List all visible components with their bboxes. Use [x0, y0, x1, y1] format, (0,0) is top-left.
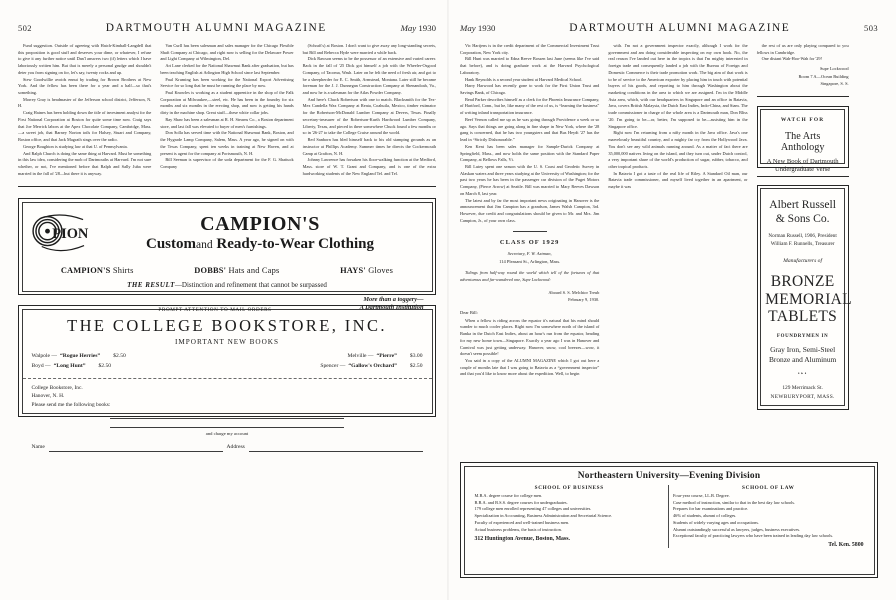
letter-signoff: [757, 65, 849, 87]
campion-result-label: THE RESULT: [127, 280, 175, 289]
book-title: “Gallow's Orchard”: [348, 362, 397, 369]
book-price: $2.50: [98, 362, 112, 369]
paragraph: Paul Kruming has been working for the National Export Advertising Service for so long that he must be running the place by now.: [160, 76, 294, 89]
running-head-left: [18, 22, 436, 34]
book-title: “Pierre”: [376, 353, 397, 360]
class-standfirst: Tidings from half-way round the world which tell of the fortunes of that adventurous and far-wandered one, Supe Lockwood:: [460, 270, 600, 283]
class-heading: [460, 231, 599, 265]
order-form-addressee-2: Hanover, N. H.: [31, 393, 65, 400]
letter-salutation: Dear Bill:: [460, 309, 478, 315]
arts-watch-for-label: WATCH FOR: [780, 117, 825, 124]
class-heading-title: CLASS OF 1929: [499, 239, 560, 247]
book-price: $2.50: [113, 353, 126, 360]
order-form-address-input[interactable]: [249, 444, 423, 452]
page-right: [448, 0, 896, 600]
letter-dateline: [460, 289, 599, 304]
signoff-name: Supe Lockwood: [819, 66, 849, 72]
albert-russell-advertisement[interactable]: [757, 185, 852, 410]
issue-year-left: 1930: [418, 23, 436, 33]
brand-item: [61, 266, 134, 275]
signoff-room: Room 7 A—Ocean Building: [798, 73, 849, 79]
paragraph: (Schraft's) at Boston. I don't want to give away any long-standing secrets, but Bill and Rebecca Hyde were married a while back.: [302, 43, 436, 55]
order-form-book-line-2[interactable]: [110, 426, 345, 428]
school-of-business-heading: SCHOOL OF BUSINESS: [534, 484, 604, 491]
campion-sub-trail: Ready-to-Wear Clothing: [216, 236, 374, 253]
campion-advertisement[interactable]: [18, 198, 436, 313]
brand-owner: CAMPION'S: [60, 265, 111, 275]
campion-sub-and: and: [196, 239, 213, 252]
paragraph: Hank Reynolds is a second year student at Harvard Medical School.: [465, 76, 583, 82]
law-feature: Case method of instruction, similar to that in the best day law schools.: [673, 499, 796, 505]
brand-owner: DOBBS': [194, 265, 227, 275]
issue-year-right: 1930: [477, 23, 496, 33]
paragraph: Beef Vernon called me up as he was going through Providence a week or so ago. Says that things are going along in fine shape in New York, where the '28 gang is concerned, that he has two youngsters and that Bus Heydt '27 has the lead in “Strictly Dishonorable.”: [460, 116, 600, 143]
class-secretary-address: 114 Pleasant St., Arlington, Mass.: [499, 259, 561, 265]
issue-date-right: [460, 23, 495, 33]
russell-product-3: TABLETS: [768, 307, 838, 325]
paragraph: Van Curll has been salesman and sales manager for the Chicago Flexible Shaft Company at Chicago, and right now is selling for the Delaware Power and Light Company at Wilmington, Del.: [160, 43, 294, 62]
paragraph: The latest and by far the most important news originating in Hanover is the announcement that Jim Campion has a grandson, James Walsh Campion, 3rd. However, due credit and congratulations should be given to Mr. and Mrs. Jim Campion, Jr., of your own class.: [460, 197, 600, 223]
arts-title: The Arts Anthology: [780, 130, 825, 153]
book-author: Walpole —: [31, 353, 57, 360]
campion-result-text: —Distinction and refinement that cannot be surpassed: [174, 280, 327, 289]
paragraph: George Boughton is studying law at that U. of Pennsylvania.: [23, 143, 128, 149]
russell-city: NEWBURYPORT, MASS.: [770, 393, 835, 400]
law-feature: Alumni outstandingly successful as lawyers, judges, business executives.: [673, 526, 801, 532]
law-feature: 46% of students, alumni of colleges.: [673, 513, 737, 519]
paragraph: Morrey Gray is headmaster of the Jefferson school district, Jefferson, N. H.: [18, 96, 152, 109]
running-head-right: [460, 22, 878, 34]
order-form-name-label: Name: [31, 443, 45, 450]
issue-month-right: May: [460, 23, 476, 33]
paragraph: Johnny Lawrence has forsaken his floor-walking function at the Medford, Mass. store of W. T. Grant and Company, and is one of the extra hardworking students of the New England Tel. and Tel.: [302, 157, 436, 176]
paragraph: Bill Hunt was married to Edna Reeve Bossen last June (seems like I've said that before), and is doing graduate work at the Harvard Psychological Laboratory.: [460, 56, 600, 75]
campion-tagline-2: A Dartmouth Institution: [359, 304, 424, 312]
northeastern-title: Northeastern University—Evening Division: [577, 470, 761, 481]
class-secretary: Secretary, F. W. Axtman,: [507, 251, 552, 257]
paragraph: Craig Haines has been holding down the title of investment analyst for the First National Corporation at Boston for quite some time now. Craig says that Joe Merrick labors at the Apex Chocolate Company, Cambridge, Mass.—a sweet job, that Barney Norton toils for Halsey, Stuart and Company, Boston office, and that Jack Magrath sings over the radio.: [18, 110, 152, 143]
paragraph: Bill Lutey spent one season with the U. S. Coast and Geodetic Survey in Alaskan waters and three years studying at the University of Washington; for the past two years he has been in the passenger car division of the Puget Motors Company, (Pierce Arrow) at Seattle. Bill was married to Mary Reeves Dawson on March 8, last year.: [460, 163, 600, 196]
body-columns-right: [460, 43, 878, 410]
svg-text:PION: PION: [51, 225, 88, 242]
paragraph: Vic Hartjens is in the credit department of the Commercial Investment Trust Corporation, New York city.: [460, 43, 600, 55]
northeastern-university-advertisement[interactable]: [460, 462, 878, 578]
paragraph: Right now I'm returning from a nifty month in the Java office. Java's one marvelously beautiful country, and a mighty far cry from the Hollywood Java. You don't see any wild animals running around. As a matter of fact there are 35,000,000 natives living on the island, and they turn out, under Dutch control, a very important share of the world's production of sugar, rubber, tobacco, and other tropical products.: [608, 130, 748, 169]
paragraph: Red Sanborn has bled himself back to his old stamping grounds as an instructor at Phillips Academy. Summer times he directs the Cockermouth Camp at Grafton, N. H.: [302, 137, 436, 156]
russell-product-2: MEMORIAL: [765, 290, 852, 308]
paragraph: the rest of us are only playing compared to you fellows in Cambridge.: [756, 43, 849, 55]
russell-metals-1: Gray Iron, Semi-Steel: [770, 344, 836, 354]
russell-ornament-icon: •‣•: [797, 372, 808, 378]
book-entry: [227, 352, 423, 362]
paragraph: And here's Chuck Robertson with one to match. Blacksmith for the Tex-Mex Candella Wax Company at Reata, Coahuila, Mexico, timber estimator for the Robertson-McDonald Lumber Company at Devers, Texas. Finally secretary-treasurer of the Robertson-Kurth Hardwood Lumber Company, Liberty, Texas, and pieced in there somewhere Chuck found a few months or so in '26-27 to take the College Cruise around the world.: [302, 96, 436, 136]
brand-item-label: Gloves: [368, 265, 394, 275]
bookstore-name: THE COLLEGE BOOKSTORE, INC.: [67, 315, 387, 335]
law-feature: Four-year course, LL.B. Degree.: [673, 492, 730, 498]
order-form-tear-line: [23, 378, 432, 379]
order-form-charge-note: and charge my account: [205, 431, 249, 437]
russell-officer-2: William F. Runnells, Treasurer: [770, 240, 835, 247]
order-form-book-line-1[interactable]: [110, 417, 345, 419]
paragraph: Paul Knowles is working as a student apprentice in the shop of the Falk Corporation at Milwaukee,—steel, etc. He has been in the foundry for six months and six months in the erecting shop, and now is getting his hands dirty in the machine shop. Great stuff—these white collar jobs.: [160, 90, 294, 116]
column-2-left: [160, 43, 293, 177]
letter-dateline-place: Aboard S. S. Melchior Treub: [548, 289, 600, 295]
paragraph: Art Lane clerked for the National Shawmut Bank after graduation, but has been teaching English at Arlington High School since last September.: [160, 63, 294, 75]
folio-right: 503: [864, 23, 878, 33]
law-feature: Students of widely varying ages and occupations.: [673, 519, 760, 525]
arts-description-1: A New Book of Dartmouth: [766, 157, 839, 165]
school-of-law-heading: SCHOOL OF LAW: [742, 484, 795, 491]
paragraph: Ken Kent has been sales manager for Sample-Durick Company at Springfield, Mass., and now holds the same position with the Standard Paper Company, at Bellows Falls, Vt.: [460, 143, 600, 163]
russell-manufacturers-label: Manufacturers of: [783, 258, 823, 265]
college-bookstore-advertisement[interactable]: [18, 305, 436, 450]
book-title: “Long Hunt”: [53, 362, 86, 369]
paragraph: And Ralph Church is doing the same thing at Harvard. Must be something in this law idea, considering the mob of Dartmouths at Harvard. I'm not sure whether, or not, I've mentioned before that Ralph and Sally Juba were married in the fall of '28—but there it is anyway.: [18, 150, 152, 176]
northeastern-telephone: Tel. Ken. 5800: [828, 542, 864, 549]
paragraph: Harry Harwood has recently gone to work for the First Union Trust and Savings Bank, of Chicago.: [460, 83, 600, 96]
column-2-right: [608, 43, 747, 410]
signoff-city: Singapore, S. S.: [820, 81, 849, 87]
business-feature: Faculty of experienced and well-trained business men.: [474, 519, 570, 525]
bookstore-subtitle: IMPORTANT NEW BOOKS: [175, 338, 279, 347]
campion-tagline: [360, 296, 424, 313]
paragraph: Bill Seeman is supervisor of the soda department for the F. G. Shattuck Company: [160, 157, 294, 169]
paragraph: Bead Parker describes himself as a clerk for the Phoenix Insurance Company, of Hartford, Conn., but he, like many of the rest of us, is “learning the business” of writing inland transportation insurance.: [460, 96, 600, 116]
campion-mail-order-note: PROMPT ATTENTION TO MAIL ORDERS: [158, 306, 272, 313]
campion-result-line: [31, 281, 424, 289]
class-heading-rule: [513, 231, 547, 232]
business-feature: Specialization in Accounting, Business Administration and Secretarial Science.: [474, 513, 613, 519]
paragraph: Fund suggestion. Outside of agreeing with Hatch-Kimball-Langdell that this proposition is good stuff and deserves your dime, or whatever, I refuse to give it any further notice until Dan'l answers two (if) letters which I have laboriously written him. But that is merely a personal grudge and shouldn't deter you from signing on for, let's say, twenty rocks and up.: [18, 43, 152, 75]
book-author: Melville —: [347, 353, 374, 360]
campion-subtitle: [97, 236, 424, 253]
book-author: Spencer —: [320, 362, 346, 369]
order-form-addressee-1: College Bookstore, Inc.: [31, 384, 83, 391]
rail-separator-rule-2: [757, 176, 849, 177]
body-columns-left: [18, 43, 436, 177]
column-3-left: [303, 43, 436, 177]
northeastern-address: 312 Huntington Avenue, Boston, Mass.: [474, 535, 570, 542]
book-author: Boyd —: [31, 362, 51, 369]
paragraph: Stew Goodwillie avoids ennui by trading for Brown Brothers at New York. And the fellow has been there for a year and a half—so that's something.: [18, 76, 152, 96]
book-entry: [227, 362, 423, 372]
arts-description-2: Undergraduate Verse: [775, 166, 831, 174]
paragraph: Don Solla has served time with the National Shawmut Bank, Boston, and the Hygrade Lamp Company, Salem, Mass. A year ago, he signed on with the Texas Company, spent ten weeks in training at New Haven, and at present is agent for the company at Portsmouth, N. H.: [160, 130, 294, 156]
masthead-right: DARTMOUTH ALUMNI MAGAZINE: [569, 22, 791, 34]
russell-product-1: BRONZE: [770, 273, 835, 291]
issue-month-left: May: [400, 23, 417, 33]
order-form-instruction: Please send me the following books:: [31, 402, 111, 409]
arts-anthology-advertisement[interactable]: [757, 106, 849, 174]
paragraph: Dick Rawson seems to be the possessor of an extensive and varied career. Back in the fall of '25 Dick got himself a job with the Wheeler-Osgood Company, of Tacoma, Wash. Later on he felt the need of fresh air, and got to be a sheepherder for E. C. Smith, Armstead, Montana. Later still he became foreman for the J. J. Dunnegan Construction Company at Shenandoah, Va., and now he is a salesman for the Atlas Powder Company.: [302, 56, 436, 96]
brand-owner: HAYS': [340, 265, 366, 275]
column-1-right: [460, 43, 599, 410]
book-entry: [32, 352, 228, 362]
campion-logo-icon: [31, 209, 89, 259]
paragraph: with. I'm not a government inspector exactly, although I work for the government and am doing considerable inspecting on my own hook. No, the real reason I've landed out here in the tropics is that I'm mighty interested in foreign trade and consequently landed a job with the Bureau of Foreign and Domestic Commerce is their trade promotion work. The big aim of that work is to be of service to the American exporter by placing him in touch with potential buyers of his goods, and reporting to him through Washington about the marketing conditions in the area to which we are assigned. I'm in the Middle Asia area, which, with our headquarters in Singapore and an office in Batavia, Java, covers British Malaysia, the Dutch East Indies, Indo-China, and Siam. The trade commissioner in charge of the whole area is a Dartmouth man, Don Bliss '20. I'm going to be—or, better, I'm supposed to be—assisting him in the Singapore office.: [608, 43, 748, 129]
paragraph: In Batavia I got a taste of the real life of Riley. A Standard Oil man, our Batavia trade commissioner, and myself lived together in an apartment, or maybe it was: [608, 170, 748, 190]
law-feature: Prepares for bar examinations and practice.: [673, 506, 749, 512]
rail-separator-rule: [757, 96, 849, 97]
russell-foundrymen-label: FOUNDRYMEN IN: [776, 334, 829, 340]
russell-street-address: 129 Merrimack St.: [782, 384, 823, 391]
book-price: $3.00: [409, 353, 423, 360]
column-3-right-rail: [756, 43, 852, 410]
issue-date-left: [401, 23, 436, 33]
folio-left: 502: [18, 23, 32, 33]
bookstore-book-list: [32, 352, 423, 372]
business-feature: Actual business problems, the basis of instruction.: [474, 526, 562, 532]
campion-tagline-1: More than a toggery—: [363, 295, 424, 303]
law-feature: Exceptional faculty of practicing lawyers who have been trained in leading day law schools.: [673, 533, 834, 539]
campion-name: CAMPION'S: [200, 213, 320, 236]
brand-item-label: Hats and Caps: [228, 265, 280, 275]
brand-item: [340, 266, 393, 275]
bookstore-order-form[interactable]: [32, 384, 423, 453]
campion-brand-list: [31, 266, 424, 275]
brand-item: [194, 266, 279, 275]
book-entry: [32, 362, 228, 372]
order-form-address-label: Address: [226, 443, 245, 450]
column-1-left: [18, 43, 151, 177]
business-feature: M.B.A. degree course for college men.: [474, 492, 543, 498]
paragraph: Ray Shaw has been a salesman at R. H. Stearns Co., a Boston department store, and last fall was elevated to buyer of men's furnishings.: [160, 116, 294, 129]
masthead-left: DARTMOUTH ALUMNI MAGAZINE: [105, 22, 327, 34]
russell-company-name-1: Albert Russell: [769, 198, 836, 212]
business-feature: B.B.A. and B.S.S. degree courses for undergraduates.: [474, 499, 568, 505]
northeastern-law-column: [669, 485, 868, 549]
order-form-name-input[interactable]: [49, 444, 223, 452]
ad-separator-rule: [18, 186, 436, 187]
paragraph: One distant Wah-Hoo-Wah for '29!: [761, 56, 822, 62]
northeastern-business-column: [471, 485, 670, 549]
book-title: “Rogue Herries”: [60, 353, 101, 360]
book-price: $2.50: [409, 362, 423, 369]
letter-dateline-date: February 9, 1930.: [568, 297, 600, 303]
brand-item-label: Shirts: [112, 265, 134, 275]
russell-company-name-2: & Sons Co.: [775, 212, 830, 226]
campion-sub-lead: Custom: [145, 236, 196, 253]
paragraph: When a fellow is riding across the equator it's natural that his mind should wander to much cooler places. Right now I'm somewhere north of the island of Banka in the Dutch East Indies, about an hour's run from the equator, heading for my new home town—Singapore. Exactly a year ago I was in Hanover and Carnival was just getting underway. Hanover, snow, cool breezes—wow, it doesn't seem possible!: [460, 317, 600, 357]
paragraph: You said in a copy of the ALUMNI MAGAZINE which I got out here a couple of months late that I was going to Batavia as a “government inspector” and that you'd like to know more about the expedition. Well, to begin: [460, 358, 600, 377]
russell-officer-1: Norman Russell, 1906, President: [768, 233, 837, 240]
russell-metals-2: Bronze and Aluminum: [768, 354, 837, 364]
business-feature: 179 college men enrolled representing 47 colleges and universities.: [474, 506, 592, 512]
